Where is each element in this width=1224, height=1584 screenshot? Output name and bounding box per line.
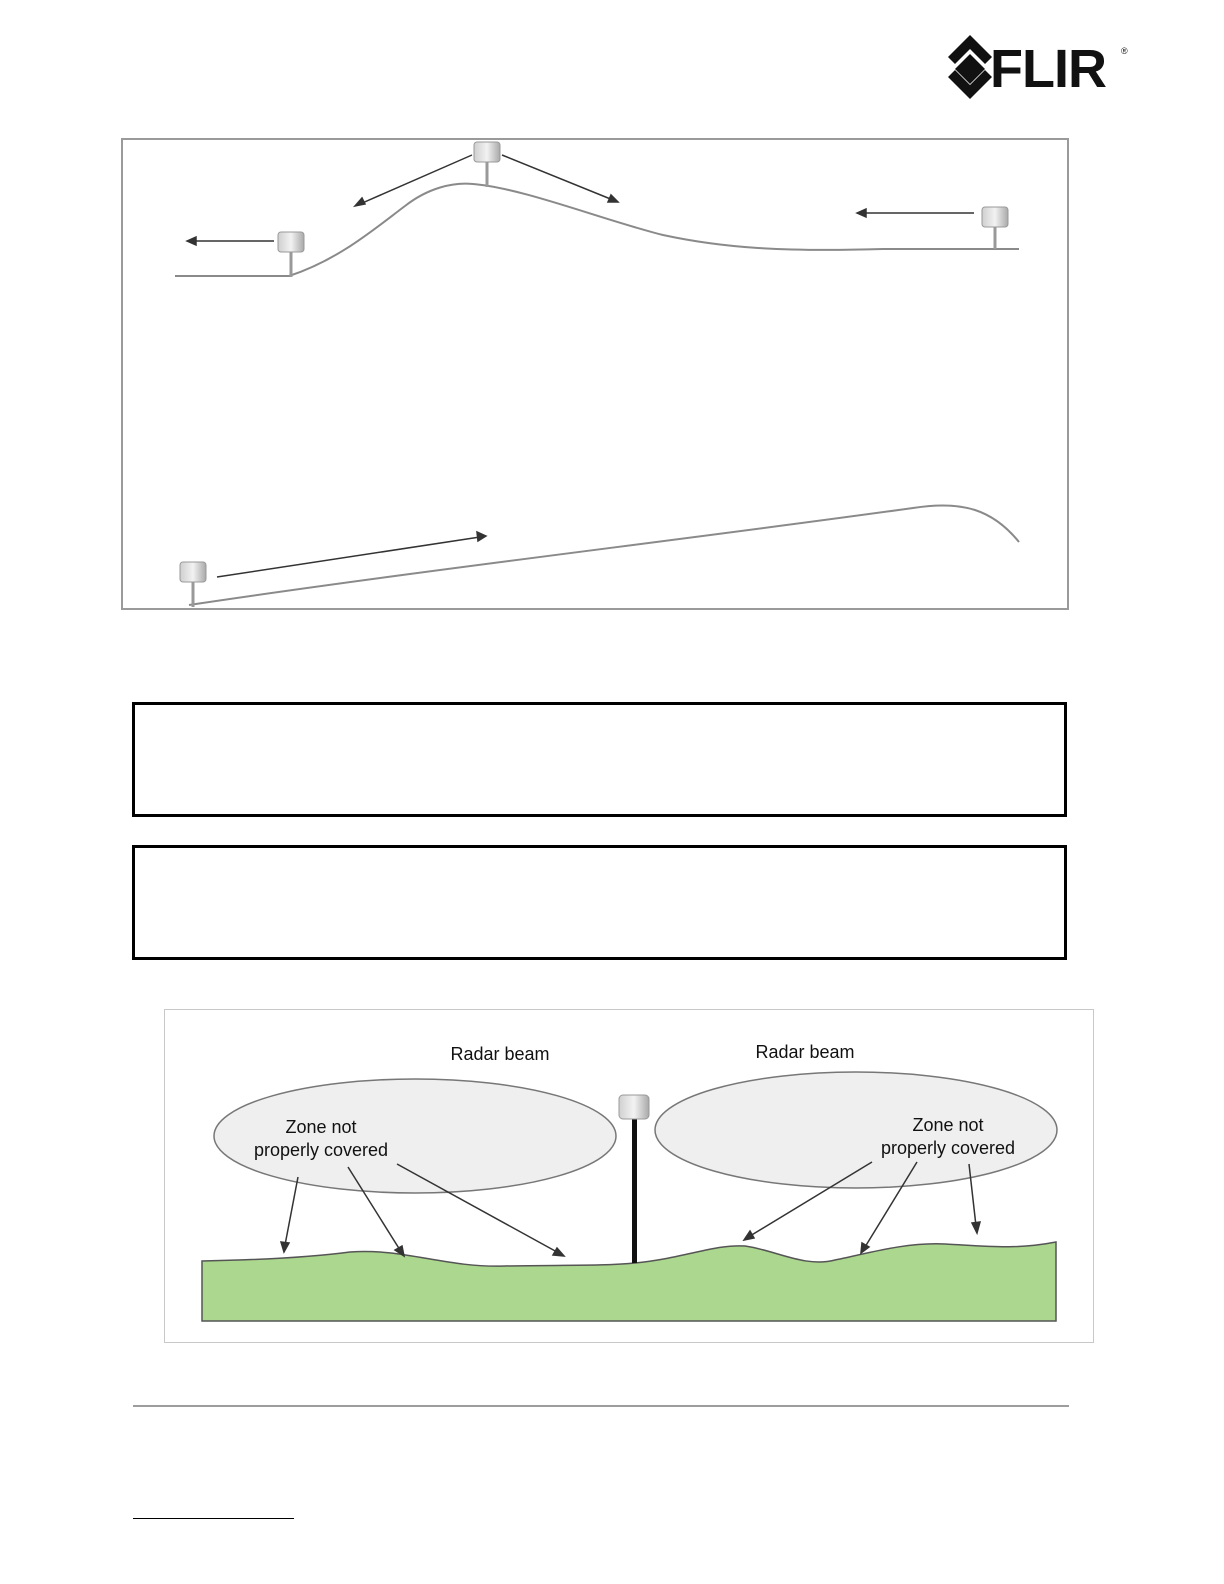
arrow-zone-left-1 — [285, 1177, 298, 1245]
arrow-hilltop-left-beam — [360, 155, 472, 204]
zone-label-right-line1: Zone not — [912, 1115, 984, 1135]
slope-terrain-line — [189, 505, 1019, 605]
footnote-separator — [133, 1518, 294, 1519]
zone-label-left-line1: Zone not — [285, 1117, 357, 1137]
registered-mark: ® — [1121, 46, 1128, 56]
terrain-placement-diagram — [123, 140, 1067, 608]
radar-unit-right — [982, 207, 1008, 249]
terrain-placement-figure — [121, 138, 1069, 610]
radar-mast — [632, 1115, 637, 1263]
radar-beam-left — [214, 1079, 616, 1193]
logo-wordmark: FLIR — [990, 39, 1106, 99]
radar-unit-hilltop — [474, 142, 500, 187]
radar-unit-left — [278, 232, 304, 277]
radar-beam-coverage-figure — [164, 1009, 1094, 1343]
radar-beam-right — [655, 1072, 1057, 1188]
zone-label-left-line2: properly covered — [253, 1140, 389, 1160]
terrain-green-area — [202, 1242, 1056, 1321]
beam-label-left: Radar beam — [450, 1044, 550, 1064]
footer-divider — [133, 1405, 1069, 1407]
zone-label-right-line2: properly covered — [880, 1138, 1016, 1158]
flir-logo — [940, 32, 1132, 102]
radar-beam-coverage-diagram — [165, 1010, 1092, 1341]
radar-unit-center — [619, 1095, 649, 1119]
beam-label-right: Radar beam — [755, 1042, 855, 1062]
note-box-2 — [132, 845, 1067, 960]
flir-diamond-icon — [948, 35, 992, 99]
radar-unit-slope-base — [180, 562, 206, 607]
note-box-1 — [132, 702, 1067, 817]
hill-terrain-line — [175, 184, 1019, 276]
